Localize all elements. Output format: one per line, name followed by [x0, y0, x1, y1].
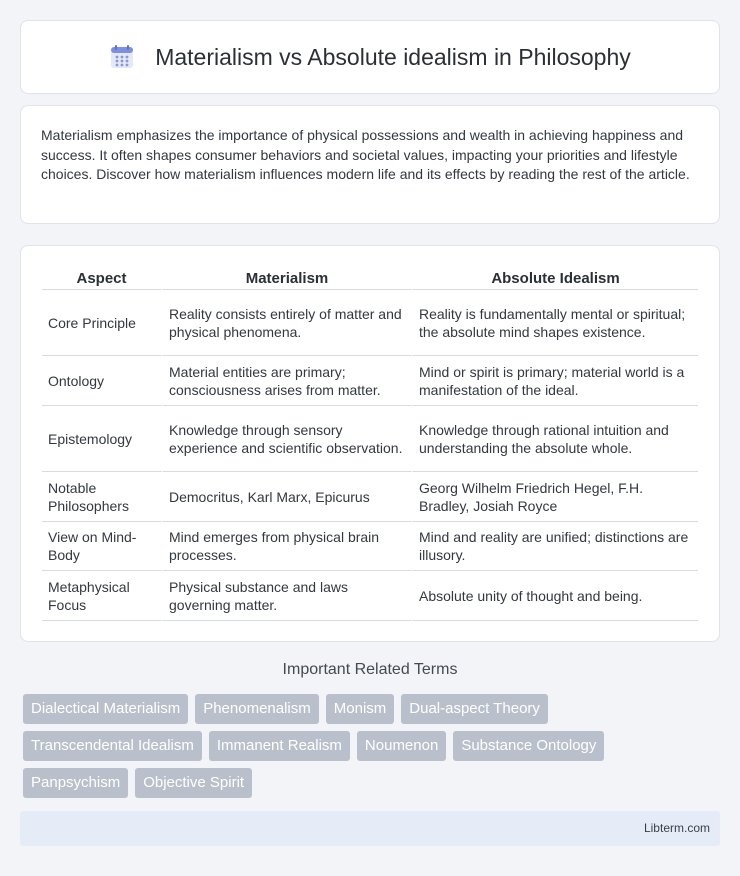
header-materialism: Materialism — [163, 264, 413, 290]
calendar-grid-icon — [109, 44, 135, 70]
table-row — [42, 290, 698, 356]
row-absolute-idealism: Mind or spirit is primary; material world is a manifestation of the ideal. — [413, 356, 698, 406]
header-aspect: Aspect — [42, 264, 163, 290]
row-aspect: Epistemology — [42, 406, 163, 472]
tag-panpsychism[interactable]: Panpsychism — [23, 768, 128, 798]
tag-dialectical-materialism[interactable]: Dialectical Materialism — [23, 694, 188, 724]
tag-substance-ontology[interactable]: Substance Ontology — [453, 731, 604, 761]
row-aspect: Ontology — [42, 356, 163, 406]
page-title: Materialism vs Absolute idealism in Philosophy — [155, 43, 631, 70]
comparison-card — [20, 245, 720, 642]
comparison-table — [42, 264, 698, 621]
row-materialism: Democritus, Karl Marx, Epicurus — [163, 472, 413, 522]
table-row — [42, 571, 698, 621]
title-card — [20, 20, 720, 94]
tag-monism[interactable]: Monism — [326, 694, 395, 724]
tag-dual-aspect-theory[interactable]: Dual-aspect Theory — [401, 694, 548, 724]
row-absolute-idealism: Knowledge through rational intuition and understanding the absolute whole. — [413, 406, 698, 472]
row-materialism: Mind emerges from physical brain processes. — [163, 522, 413, 571]
row-materialism: Physical substance and laws governing matter. — [163, 571, 413, 621]
row-absolute-idealism: Mind and reality are unified; distinctions are illusory. — [413, 522, 698, 571]
table-row — [42, 406, 698, 472]
related-terms-title: Important Related Terms — [282, 661, 458, 678]
related-terms-list — [23, 694, 723, 805]
tag-transcendental-idealism[interactable]: Transcendental Idealism — [23, 731, 202, 761]
row-aspect: Notable Philosophers — [42, 472, 163, 522]
row-materialism: Reality consists entirely of matter and physical phenomena. — [163, 290, 413, 356]
intro-card — [20, 105, 720, 224]
tag-immanent-realism[interactable]: Immanent Realism — [209, 731, 350, 761]
table-row — [42, 356, 698, 406]
row-materialism: Knowledge through sensory experience and scientific observation. — [163, 406, 413, 472]
row-aspect: View on Mind-Body — [42, 522, 163, 571]
row-absolute-idealism: Georg Wilhelm Friedrich Hegel, F.H. Bradley, Josiah Royce — [413, 472, 698, 522]
footer-brand[interactable]: Libterm.com — [643, 821, 710, 835]
tag-objective-spirit[interactable]: Objective Spirit — [135, 768, 252, 798]
row-materialism: Material entities are primary; consciousness arises from matter. — [163, 356, 413, 406]
table-row — [42, 522, 698, 571]
intro-text: Materialism emphasizes the importance of physical possessions and wealth in achieving happiness and success. It often shapes consumer behaviors and societal values, impacting your priorities and lifestyle choices. Discover how materialism influences modern life and its effects by reading the rest of the article. — [41, 127, 690, 182]
row-aspect: Metaphysical Focus — [42, 571, 163, 621]
header-absolute-idealism: Absolute Idealism — [413, 264, 698, 290]
row-aspect: Core Principle — [42, 290, 163, 356]
row-absolute-idealism: Absolute unity of thought and being. — [413, 571, 698, 621]
table-row — [42, 472, 698, 522]
tag-noumenon[interactable]: Noumenon — [357, 731, 446, 761]
row-absolute-idealism: Reality is fundamentally mental or spiritual; the absolute mind shapes existence. — [413, 290, 698, 356]
table-header-row — [42, 264, 698, 290]
footer — [20, 811, 720, 846]
tag-phenomenalism[interactable]: Phenomenalism — [195, 694, 319, 724]
